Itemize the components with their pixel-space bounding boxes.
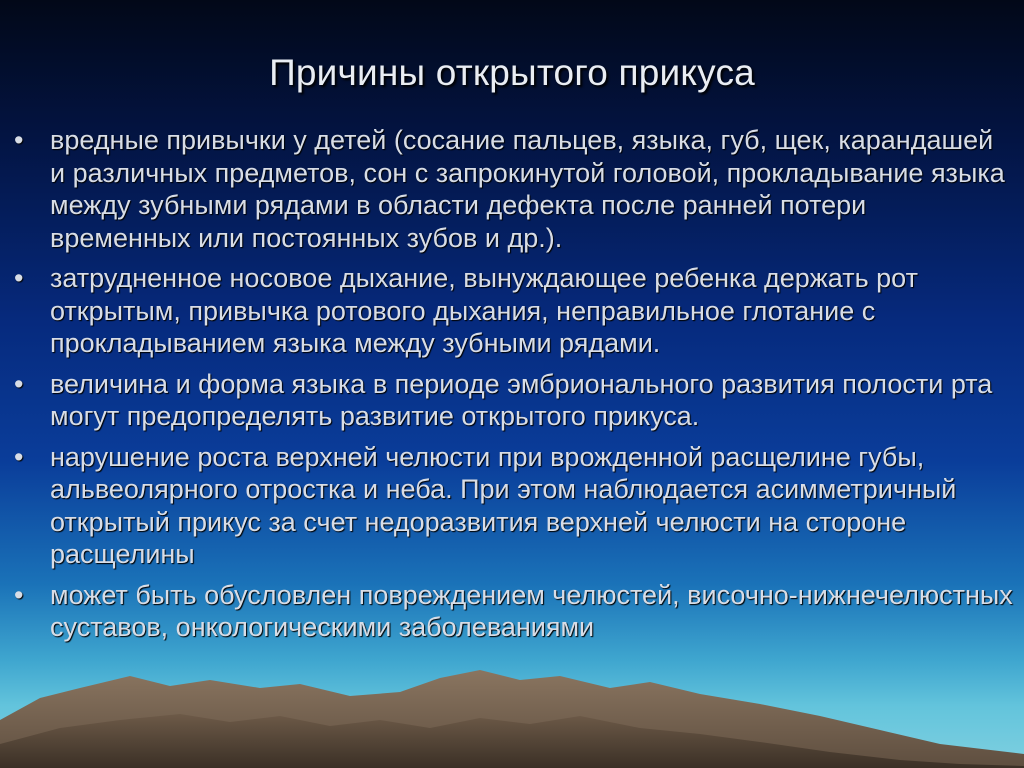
bullet-icon: • — [14, 125, 24, 155]
bullet-text: нарушение роста верхней челюсти при врожденной расщелине губы, альвеолярного отростка и неба. При этом наблюдается асимметричный открытый прикус за счет недоразвития верхней челюсти на стороне расщелины — [50, 441, 957, 569]
bullet-icon: • — [14, 579, 24, 610]
bullet-list — [14, 124, 1014, 652]
bullet-icon: • — [14, 368, 24, 399]
bullet-item — [14, 262, 1014, 360]
bullet-icon: • — [14, 441, 24, 472]
mountain-background — [0, 658, 1024, 768]
bullet-icon: • — [14, 263, 24, 293]
bullet-text: вредные привычки у детей (сосание пальцев, языка, губ, щек, карандашей и различных предметов, сон с запрокинутой головой, прокладывание языка между зубными рядами в области дефекта после ранней потери временных или постоянных зубов и др.). — [50, 125, 1005, 253]
slide-title: Причины открытого прикуса — [269, 52, 755, 93]
bullet-text: величина и форма языка в периоде эмбрионального развития полости рта могут предопределять развитие открытого прикуса. — [50, 368, 993, 431]
bullet-item — [14, 124, 1014, 254]
bullet-item — [14, 368, 1014, 433]
bullet-item — [14, 579, 1014, 644]
bullet-item — [14, 441, 1014, 571]
bullet-text: затрудненное носовое дыхание, вынуждающее ребенка держать рот открытым, привычка ротового дыхания, неправильное глотание с прокладыванием языка между зубными рядами. — [50, 263, 918, 358]
bullet-text: может быть обусловлен повреждением челюстей, височно-нижнечелюстных суставов, онкологическими заболеваниями — [50, 579, 1013, 642]
